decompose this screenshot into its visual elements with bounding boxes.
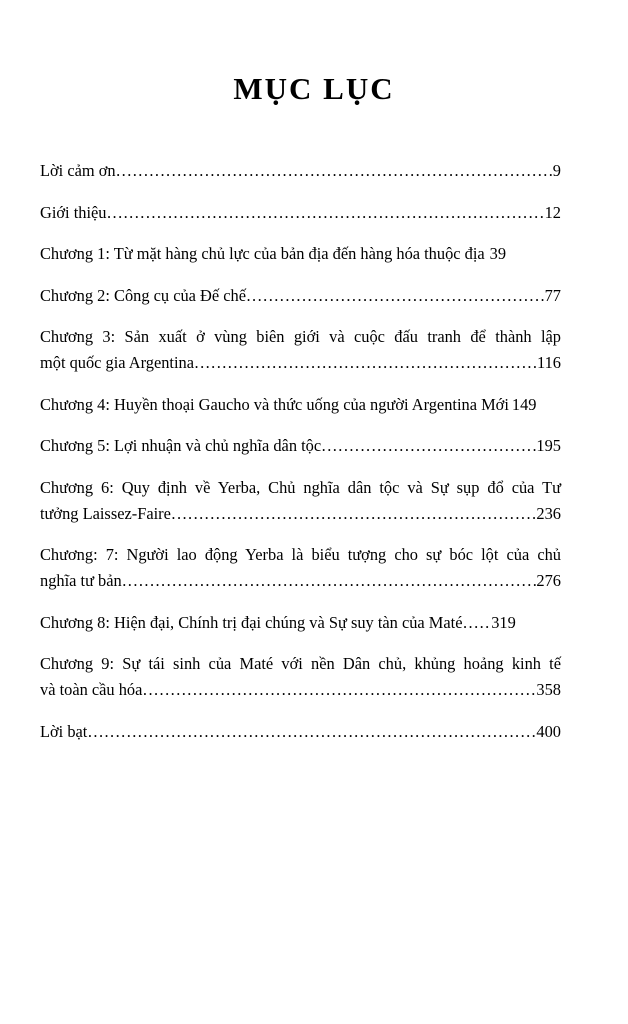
dot-leader <box>171 501 536 527</box>
toc-entry-first-line: Chương 3: Sản xuất ở vùng biên giới và cuộc đấu tranh để thành lập <box>40 327 561 346</box>
dot-leader <box>322 433 536 459</box>
toc-entry-label: Chương 8: Hiện đại, Chính trị đại chúng và Sự suy tàn của Maté <box>40 612 463 632</box>
toc-page-number: 195 <box>536 436 561 455</box>
dot-leader <box>107 200 544 226</box>
toc-entry-chuong-6[interactable] <box>40 475 561 527</box>
dot-leader <box>195 350 537 376</box>
toc-page-number: 39 <box>489 244 507 263</box>
toc-page-number: 12 <box>544 202 561 222</box>
toc-page-number: 236 <box>536 503 561 523</box>
toc-entry-chuong-2[interactable] <box>40 283 561 309</box>
toc-page-number: 276 <box>536 571 561 590</box>
toc-entry-chuong-5[interactable] <box>40 433 561 459</box>
toc-list <box>40 158 561 760</box>
toc-entry-label: Chương 4: Huyền thoại Gaucho và thức uống của người Argentina Mới <box>40 394 509 414</box>
toc-entry-label: Chương 1: Từ mặt hàng chủ lực của bản địa đến hàng hóa thuộc địa <box>40 244 485 263</box>
toc-entry-label: nghĩa tư bản <box>40 571 122 590</box>
toc-entry-loi-cam-on[interactable] <box>40 158 561 184</box>
toc-page-number: 149 <box>511 394 537 414</box>
toc-page-number: 358 <box>536 680 561 699</box>
toc-entry-label: một quốc gia Argentina <box>40 353 195 372</box>
toc-entry-chuong-3[interactable] <box>40 324 561 376</box>
toc-entry-first-line: Chương 9: Sự tái sinh của Maté với nền Dân chủ, khủng hoảng kinh tế <box>40 654 561 673</box>
toc-entry-chuong-4[interactable] <box>40 392 561 418</box>
dot-leader <box>463 610 491 636</box>
toc-entry-label: và toàn cầu hóa <box>40 680 143 699</box>
dot-leader <box>116 158 552 184</box>
toc-entry-chuong-8[interactable] <box>40 610 561 636</box>
toc-entry-label: Giới thiệu <box>40 202 107 222</box>
toc-entry-first-line: Chương 6: Quy định về Yerba, Chủ nghĩa dân tộc và Sự sụp đổ của Tư <box>40 477 561 497</box>
toc-entry-label: Lời bạt <box>40 721 88 741</box>
toc-entry-gioi-thieu[interactable] <box>40 200 561 226</box>
toc-page-number: 400 <box>536 721 561 741</box>
dot-leader <box>485 241 489 267</box>
toc-entry-chuong-1[interactable] <box>40 241 561 267</box>
toc-page-number: 9 <box>552 161 561 180</box>
dot-leader <box>247 283 545 309</box>
dot-leader <box>88 719 536 745</box>
toc-page-number: 116 <box>537 353 561 372</box>
toc-entry-label: Lời cảm ơn <box>40 161 116 180</box>
page-title: MỤC LỤC <box>233 71 395 106</box>
toc-page-number: 319 <box>491 612 516 632</box>
toc-entry-label: Chương 2: Công cụ của Đế chế <box>40 285 246 305</box>
toc-entry-first-line: Chương: 7: Người lao động Yerba là biểu tượng cho sự bóc lột của chủ <box>40 545 561 564</box>
toc-entry-label: tưởng Laissez-Faire <box>40 503 171 523</box>
dot-leader <box>122 568 536 594</box>
toc-entry-chuong-7[interactable] <box>40 542 561 594</box>
toc-entry-chuong-9[interactable] <box>40 651 561 703</box>
toc-entry-label: Chương 5: Lợi nhuận và chủ nghĩa dân tộc <box>40 436 322 455</box>
dot-leader <box>143 677 536 703</box>
toc-entry-loi-bat[interactable] <box>40 719 561 745</box>
toc-page-number: 77 <box>544 285 561 305</box>
